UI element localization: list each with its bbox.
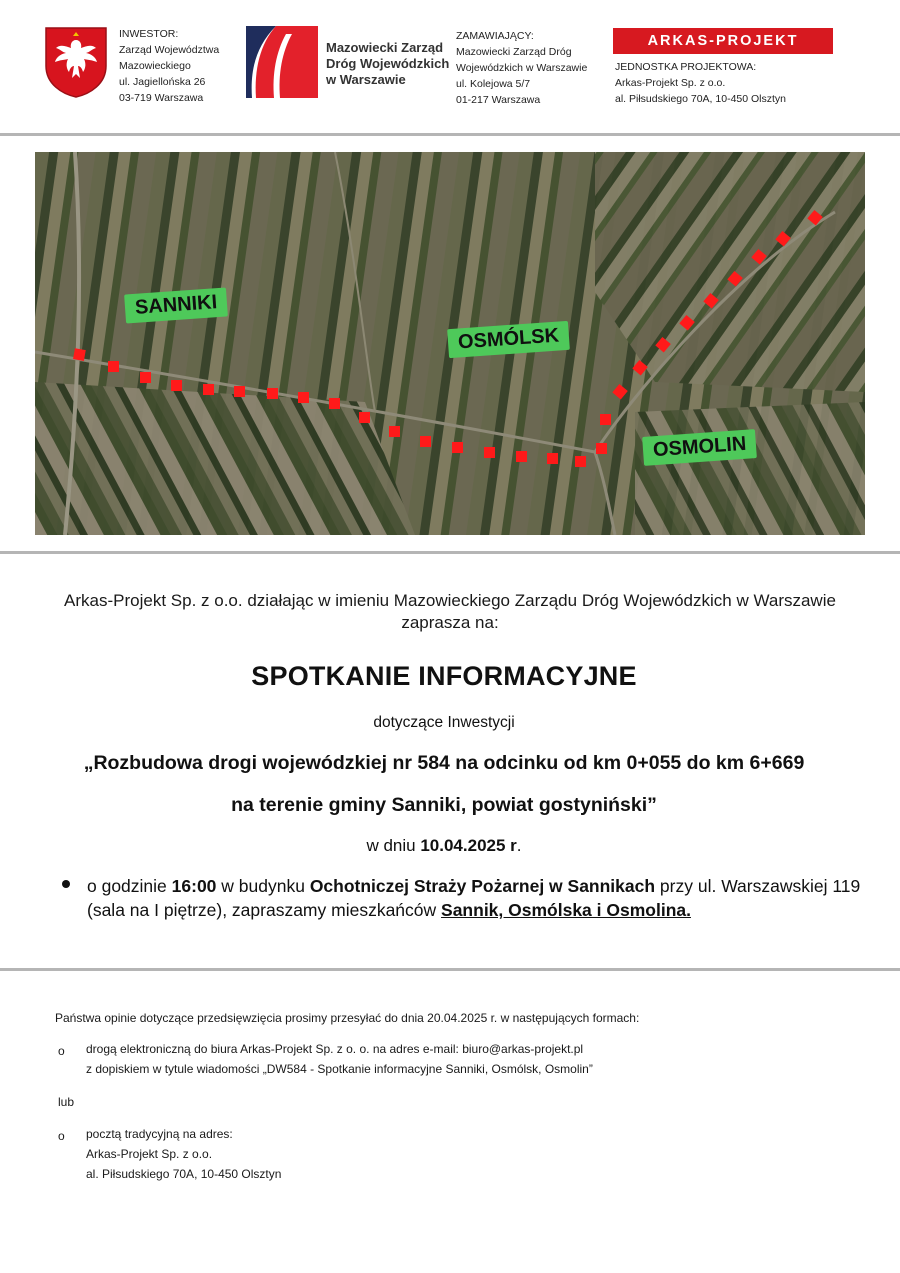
investor-line: 03-719 Warszawa xyxy=(119,92,204,104)
header-divider xyxy=(0,133,900,136)
investment-name-line: „Rozbudowa drogi wojewódzkiej nr 584 na odcinku od km 0+055 do km 6+669 xyxy=(83,752,805,774)
post-line: al. Piłsudskiego 70A, 10-450 Olsztyn xyxy=(86,1167,282,1181)
meeting-date-line xyxy=(0,836,888,856)
date-suffix: r xyxy=(505,836,517,855)
investment-name-line: na terenie gminy Sanniki, powiat gostyniński” xyxy=(231,794,657,816)
post-line: pocztą tradycyjną na adres: xyxy=(86,1127,233,1141)
bullet-icon xyxy=(62,880,70,888)
meeting-subtitle: dotyczące Inwestycji xyxy=(373,714,515,731)
invited-villages: Sannik, Osmólska i Osmolina. xyxy=(441,900,691,920)
intro-line: zaprasza na: xyxy=(401,613,499,632)
date-dot: . xyxy=(516,836,522,855)
map-label-osmolsk: OSMÓLSK xyxy=(447,321,570,358)
feedback-intro: Państwa opinie dotyczące przedsięwzięcia prosimy przesyłać do dnia 20.04.2025 r. w następujących formach: xyxy=(55,1011,640,1025)
map-divider xyxy=(0,551,900,554)
investor-block xyxy=(119,26,219,106)
meeting-place: Ochotniczej Straży Pożarnej w Sannikach xyxy=(309,876,656,896)
email-line: drogą elektroniczną do biura Arkas-Projekt Sp. z o. o. na adres e-mail: biuro@arkas-projekt.pl xyxy=(86,1042,584,1056)
mzdw-logo-icon xyxy=(246,26,318,98)
email-line: z dopiskiem w tytule wiadomości „DW584 - Spotkanie informacyjne Sanniki, Osmólsk, Osmolin” xyxy=(86,1062,593,1076)
meeting-date: 10.04.2025 xyxy=(420,836,506,855)
details-text: o godzinie xyxy=(87,876,172,896)
intro-line: Arkas-Projekt Sp. z o.o. działając w imieniu Mazowieckiego Zarządu Dróg Wojewódzkich w Warszawie xyxy=(64,591,836,610)
email-instruction xyxy=(86,1039,593,1079)
orderer-label: ZAMAWIAJĄCY: xyxy=(456,30,534,42)
list-bullet-icon: o xyxy=(58,1129,65,1143)
map-label-osmolin: OSMOLIN xyxy=(642,429,757,466)
orderer-line: 01-217 Warszawa xyxy=(456,94,541,106)
mzdw-logo-line: w Warszawie xyxy=(326,72,406,87)
aerial-map xyxy=(35,152,865,535)
intro-text xyxy=(0,590,900,634)
date-prefix: w dniu xyxy=(366,836,421,855)
design-unit-line: Arkas-Projekt Sp. z o.o. xyxy=(615,77,726,89)
mzdw-logo-text xyxy=(326,40,449,88)
mazovia-coat-of-arms-icon xyxy=(44,26,108,98)
design-unit-label: JEDNOSTKA PROJEKTOWA: xyxy=(615,61,757,73)
post-line: Arkas-Projekt Sp. z o.o. xyxy=(86,1147,213,1161)
details-text: przy ul. Warszawskiej 119 xyxy=(655,876,861,896)
orderer-line: ul. Kolejowa 5/7 xyxy=(456,78,531,90)
meeting-time: 16:00 xyxy=(171,876,217,896)
mzdw-logo-line: Dróg Wojewódzkich xyxy=(326,56,450,71)
details-text: w budynku xyxy=(216,876,310,896)
investor-label: INWESTOR: xyxy=(119,28,179,40)
invitation-divider xyxy=(0,968,900,971)
details-text: (sala na I piętrze), zapraszamy mieszkańców xyxy=(87,900,442,920)
or-text: lub xyxy=(58,1095,75,1109)
orderer-line: Mazowiecki Zarząd Dróg xyxy=(456,46,572,58)
post-instruction xyxy=(86,1124,281,1184)
meeting-details xyxy=(87,874,887,922)
investor-line: Zarząd Województwa xyxy=(119,44,220,56)
investor-line: Mazowieckiego xyxy=(119,60,191,72)
design-unit-block xyxy=(615,59,786,107)
list-bullet-icon: o xyxy=(58,1044,65,1058)
arkas-projekt-logo: ARKAS-PROJEKT xyxy=(613,28,833,54)
design-unit-line: al. Piłsudskiego 70A, 10-450 Olsztyn xyxy=(615,93,787,105)
investor-line: ul. Jagiellońska 26 xyxy=(119,76,206,88)
meeting-title: SPOTKANIE INFORMACYJNE xyxy=(251,661,637,691)
orderer-block xyxy=(456,28,587,108)
mzdw-logo-line: Mazowiecki Zarząd xyxy=(326,40,444,55)
map-label-sanniki: SANNIKI xyxy=(124,287,228,323)
orderer-line: Wojewódzkich w Warszawie xyxy=(456,62,588,74)
